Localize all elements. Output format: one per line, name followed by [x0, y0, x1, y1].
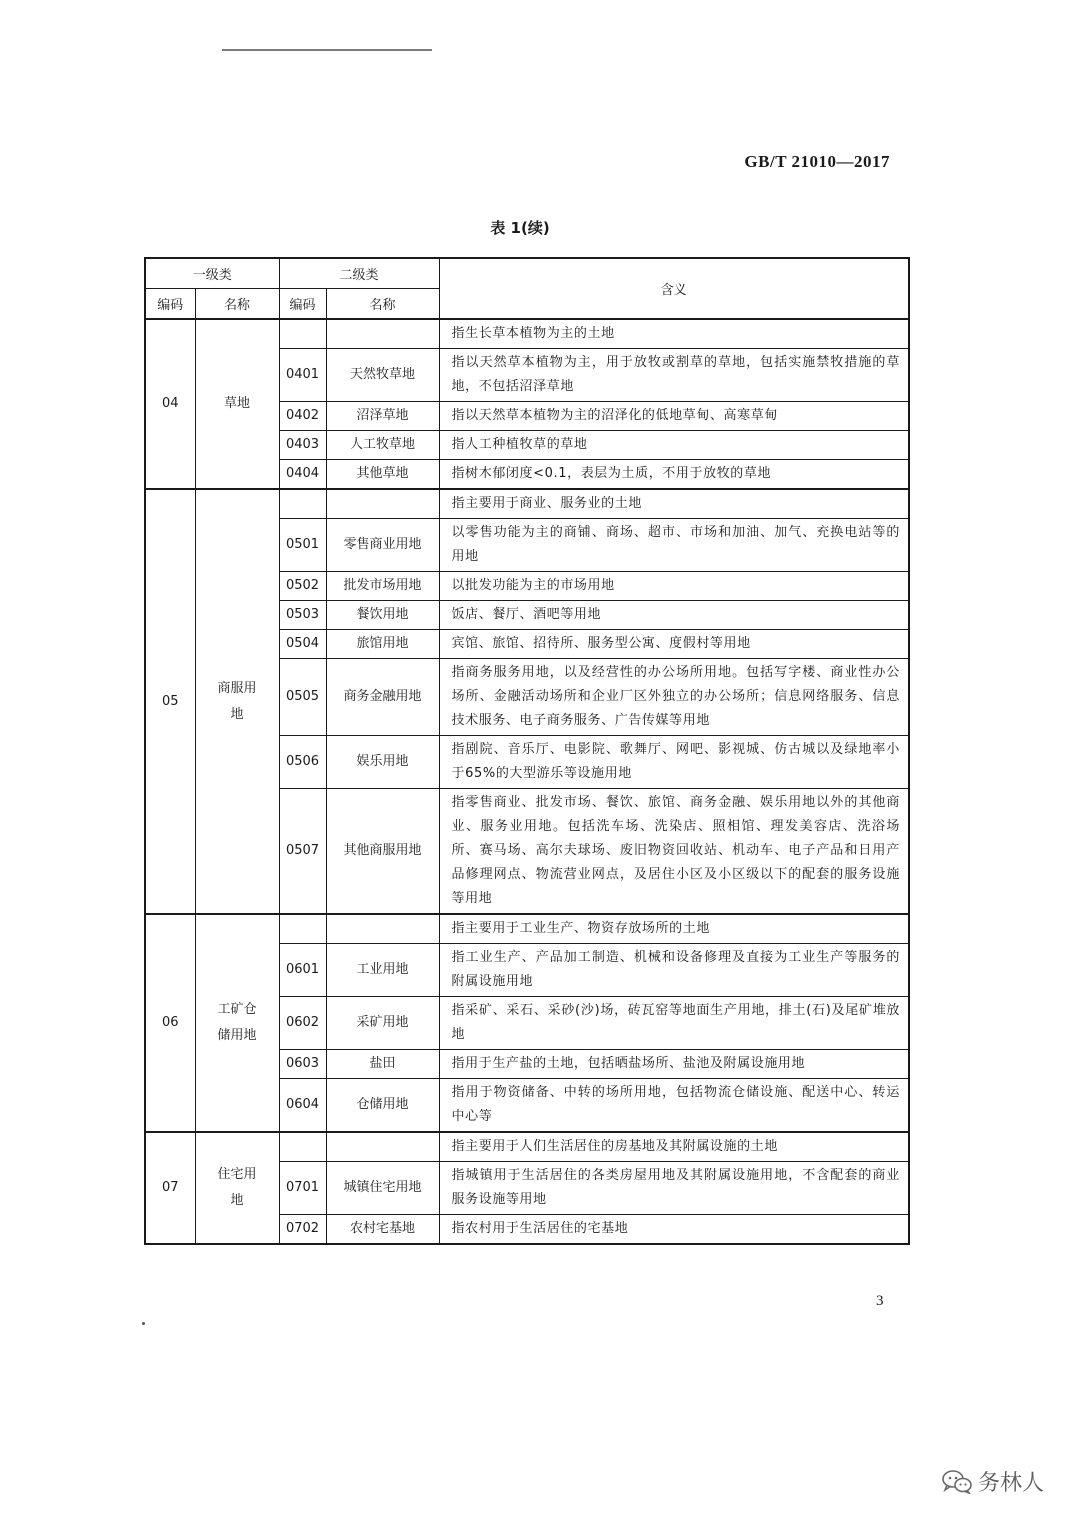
- watermark-text: 务林人: [977, 1471, 1044, 1496]
- level1-name: [195, 319, 279, 489]
- level2-definition: 指商务服务用地，以及经营性的办公场所用地。包括写字楼、商业性办公场所、金融活动场所和企业厂区外独立的办公场所；信息网络服务、信息技术服务、电子商务服务、广告传媒等用地: [439, 659, 909, 736]
- level2-name: 批发市场用地: [326, 572, 439, 601]
- level2-definition: 宾馆、旅馆、招待所、服务型公寓、度假村等用地: [439, 630, 909, 659]
- level2-name: 零售商业用地: [326, 519, 439, 572]
- level2-code: 0602: [279, 997, 326, 1050]
- level2-name-empty: [326, 489, 439, 519]
- level2-definition: 指用于物资储备、中转的场所用地，包括物流仓储设施、配送中心、转运中心等: [439, 1079, 909, 1133]
- table-row: [145, 1132, 909, 1162]
- level2-code: 0505: [279, 659, 326, 736]
- level1-definition: 指主要用于商业、服务业的土地: [439, 489, 909, 519]
- level2-code: 0401: [279, 349, 326, 402]
- header-level2: 二级类: [279, 258, 439, 289]
- level2-name: 采矿用地: [326, 997, 439, 1050]
- level2-code: 0504: [279, 630, 326, 659]
- level2-name: 天然牧草地: [326, 349, 439, 402]
- table-row: [145, 914, 909, 944]
- level1-name: [195, 489, 279, 914]
- level2-definition: 指城镇用于生活居住的各类房屋用地及其附属设施用地，不含配套的商业服务设施等用地: [439, 1162, 909, 1215]
- level2-code: 0507: [279, 789, 326, 915]
- level2-definition: 以批发功能为主的市场用地: [439, 572, 909, 601]
- level2-code-empty: [279, 489, 326, 519]
- level1-code: 06: [145, 914, 195, 1132]
- level2-code: 0503: [279, 601, 326, 630]
- level1-name-text: 商服用地: [217, 680, 257, 722]
- classification-table: [144, 257, 910, 1245]
- level2-code: 0402: [279, 402, 326, 431]
- level2-name: 盐田: [326, 1050, 439, 1079]
- level2-code: 0404: [279, 460, 326, 490]
- level2-name: 旅馆用地: [326, 630, 439, 659]
- level2-name: 沼泽草地: [326, 402, 439, 431]
- table-caption: 表 1(续): [490, 219, 550, 237]
- level1-definition: 指主要用于人们生活居住的房基地及其附属设施的土地: [439, 1132, 909, 1162]
- level2-code: 0501: [279, 519, 326, 572]
- level2-name: 人工牧草地: [326, 431, 439, 460]
- level1-name: [195, 914, 279, 1132]
- level2-code: 0702: [279, 1215, 326, 1245]
- level2-name: 其他商服用地: [326, 789, 439, 915]
- level2-definition: 指零售商业、批发市场、餐饮、旅馆、商务金融、娱乐用地以外的其他商业、服务业用地。包括洗车场、洗染店、照相馆、理发美容店、洗浴场所、赛马场、高尔夫球场、废旧物资回收站、机动车、电子产品和日用产品修理网点、物流营业网点，及居住小区及小区级以下的配套的服务设施等用地: [439, 789, 909, 915]
- watermark: [942, 1466, 1044, 1497]
- level1-name-text: 工矿仓储用地: [217, 1002, 257, 1043]
- level2-definition: 指树木郁闭度<0.1，表层为土质，不用于放牧的草地: [439, 460, 909, 490]
- header-level1-name: 名称: [195, 289, 279, 320]
- level1-definition: 指主要用于工业生产、物资存放场所的土地: [439, 914, 909, 944]
- level2-code-empty: [279, 1132, 326, 1162]
- level1-code: 07: [145, 1132, 195, 1244]
- level2-code: 0701: [279, 1162, 326, 1215]
- header-level2-code: 编码: [279, 289, 326, 320]
- level2-code: 0403: [279, 431, 326, 460]
- level2-code: 0604: [279, 1079, 326, 1133]
- level1-definition: 指生长草本植物为主的土地: [439, 319, 909, 349]
- header-level1-code: 编码: [145, 289, 195, 320]
- classification-table-wrapper: [144, 257, 908, 1245]
- top-rule: [222, 49, 432, 51]
- standard-number: GB/T 21010—2017: [744, 152, 890, 171]
- level2-name: 商务金融用地: [326, 659, 439, 736]
- table-row: [145, 489, 909, 519]
- level2-definition: 指农村用于生活居住的宅基地: [439, 1215, 909, 1245]
- level2-name: 工业用地: [326, 944, 439, 997]
- level2-definition: 指用于生产盐的土地，包括晒盐场所、盐池及附属设施用地: [439, 1050, 909, 1079]
- level2-definition: 指以天然草本植物为主，用于放牧或割草的草地，包括实施禁牧措施的草地，不包括沼泽草地: [439, 349, 909, 402]
- header-meaning: 含义: [439, 258, 909, 319]
- level1-name: [195, 1132, 279, 1244]
- level1-code: 05: [145, 489, 195, 914]
- level2-name: 其他草地: [326, 460, 439, 490]
- level2-code-empty: [279, 914, 326, 944]
- level2-name: 城镇住宅用地: [326, 1162, 439, 1215]
- level2-code: 0603: [279, 1050, 326, 1079]
- level2-definition: 指采矿、采石、采砂(沙)场，砖瓦窑等地面生产用地，排土(石)及尾矿堆放地: [439, 997, 909, 1050]
- level1-name-text: 草地: [223, 396, 250, 411]
- level2-code: 0601: [279, 944, 326, 997]
- page-number: 3: [876, 1293, 884, 1309]
- level2-name-empty: [326, 1132, 439, 1162]
- level2-name-empty: [326, 319, 439, 349]
- level2-code: 0506: [279, 736, 326, 789]
- header-level2-name: 名称: [326, 289, 439, 320]
- level2-definition: 指人工种植牧草的草地: [439, 431, 909, 460]
- level2-name-empty: [326, 914, 439, 944]
- level1-name-text: 住宅用地: [217, 1167, 257, 1208]
- level2-definition: 指以天然草本植物为主的沼泽化的低地草甸、高寒草甸: [439, 402, 909, 431]
- level2-definition: 以零售功能为主的商铺、商场、超市、市场和加油、加气、充换电站等的用地: [439, 519, 909, 572]
- level2-name: 农村宅基地: [326, 1215, 439, 1245]
- level2-name: 娱乐用地: [326, 736, 439, 789]
- scan-speck: [142, 1322, 145, 1325]
- level2-definition: 指工业生产、产品加工制造、机械和设备修理及直接为工业生产等服务的附属设施用地: [439, 944, 909, 997]
- level2-definition: 饭店、餐厅、酒吧等用地: [439, 601, 909, 630]
- level2-name: 餐饮用地: [326, 601, 439, 630]
- level1-code: 04: [145, 319, 195, 489]
- level2-code: 0502: [279, 572, 326, 601]
- level2-name: 仓储用地: [326, 1079, 439, 1133]
- table-row: [145, 319, 909, 349]
- level2-definition: 指剧院、音乐厅、电影院、歌舞厅、网吧、影视城、仿古城以及绿地率小于65%的大型游乐等设施用地: [439, 736, 909, 789]
- wechat-icon: [942, 1470, 972, 1494]
- header-level1: 一级类: [145, 258, 279, 289]
- level2-code-empty: [279, 319, 326, 349]
